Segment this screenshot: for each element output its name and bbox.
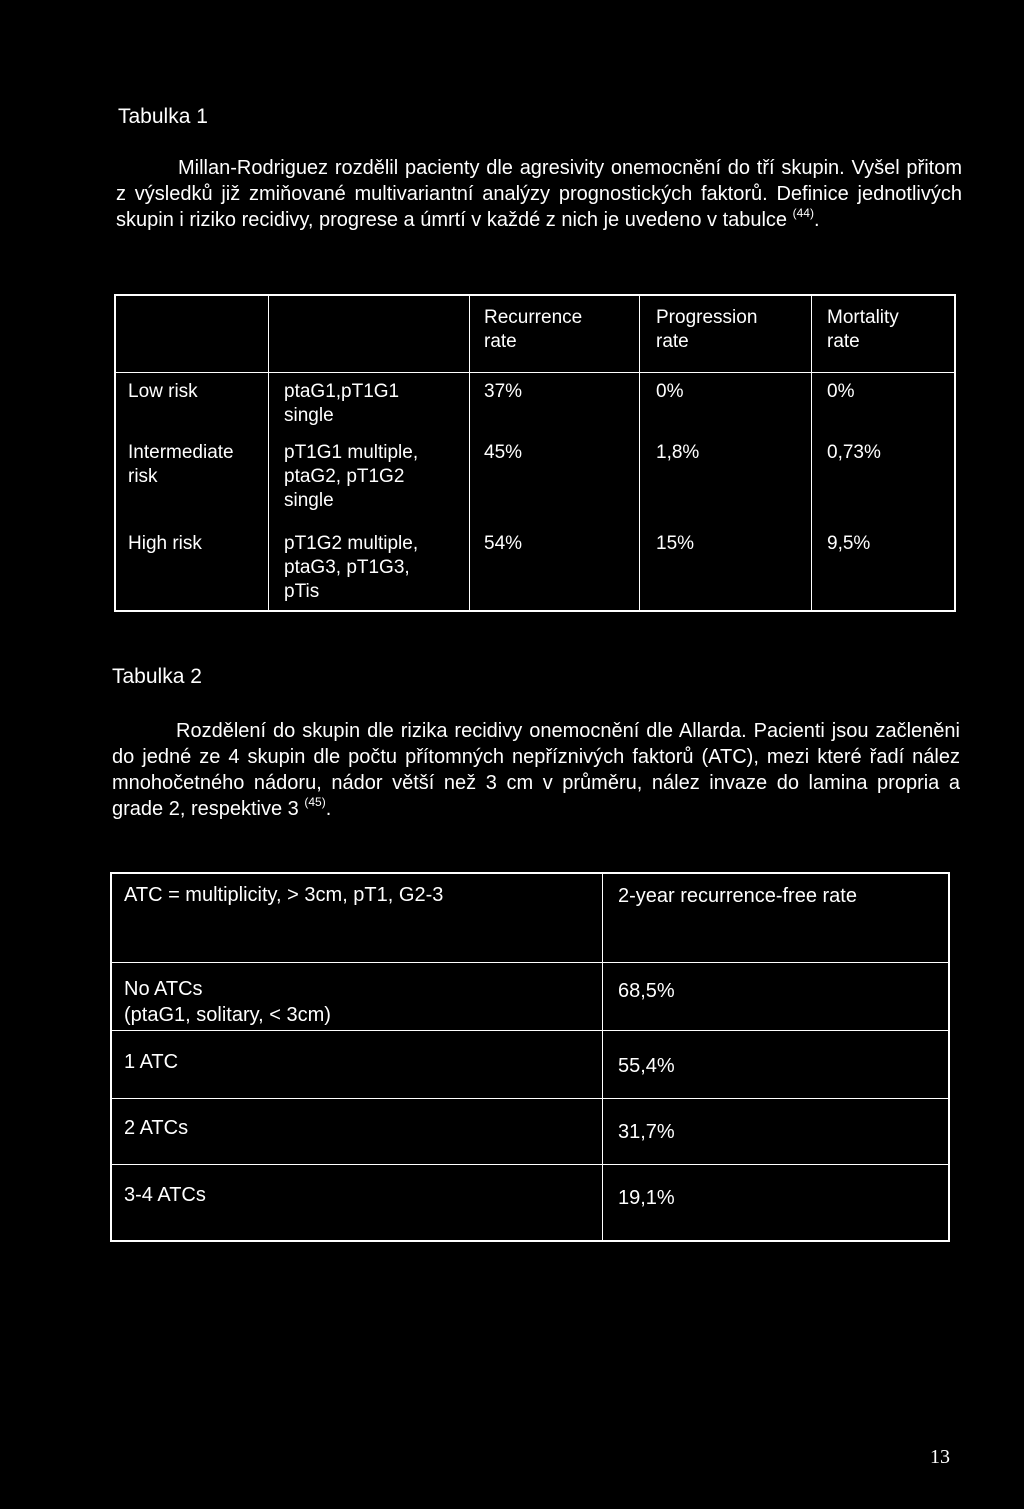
row-intermediate-risk-progression: 1,8%: [656, 442, 700, 463]
table1-caption: Tabulka 1: [118, 105, 208, 128]
row-high-risk-group: High risk: [128, 533, 202, 554]
header-recurrence-free-rate: 2-year recurrence-free rate: [618, 885, 857, 907]
paragraph-2-text: Rozdělení do skupin dle rizika recidivy onemocnění dle Allarda. Pacienti jsou začleněni do jedné ze 4 skupin dle počtu přítomných nepříznivých faktorů (ATC), mezi které řadí nález mnohočetného nádoru, nádor větší než 3 cm v průměru, nález invaze do lamina propria a grade 2, respektive 3: [112, 720, 960, 820]
header-progression-rate: Progression rate: [656, 307, 758, 352]
table2-caption: Tabulka 2: [112, 665, 202, 688]
row-low-risk-progression: 0%: [656, 381, 684, 402]
row-3-4-atcs-value: 19,1%: [618, 1187, 675, 1209]
table1-col-divider: [469, 296, 470, 610]
row-no-atcs-label: No ATCs (ptaG1, solitary, < 3cm): [124, 978, 331, 1026]
row-2-atcs-label: 2 ATCs: [124, 1117, 189, 1139]
row-intermediate-risk-definition: pT1G1 multiple, ptaG2, pT1G2 single: [284, 442, 419, 511]
header-mortality-rate: Mortality rate: [827, 307, 899, 352]
table2-row-divider: [112, 1030, 948, 1031]
row-3-4-atcs-label: 3-4 ATCs: [124, 1184, 206, 1206]
citation-45: (45): [304, 795, 326, 809]
row-high-risk-mortality: 9,5%: [827, 533, 871, 554]
risk-group-table: [114, 294, 956, 612]
table2-row-divider: [112, 1098, 948, 1099]
header-recurrence-rate: Recurrence rate: [484, 307, 583, 352]
citation-44: (44): [792, 206, 814, 220]
row-2-atcs-value: 31,7%: [618, 1121, 675, 1143]
row-intermediate-risk-recurrence: 45%: [484, 442, 523, 463]
table1-col-divider: [811, 296, 812, 610]
table2-row-divider: [112, 962, 948, 963]
row-low-risk-recurrence: 37%: [484, 381, 523, 402]
table1-col-divider: [639, 296, 640, 610]
row-low-risk-definition: ptaG1,pT1G1 single: [284, 381, 400, 426]
page-number: 13: [930, 1446, 950, 1468]
row-1-atc-label: 1 ATC: [124, 1051, 179, 1073]
row-intermediate-risk-mortality: 0,73%: [827, 442, 881, 463]
atc-recurrence-table: [110, 872, 950, 1242]
paragraph-1-period: .: [813, 209, 820, 231]
row-high-risk-progression: 15%: [656, 533, 695, 554]
paragraph-2-period: .: [325, 798, 332, 820]
paragraph-1-text: Millan-Rodriguez rozdělil pacienty dle agresivity onemocnění do tří skupin. Vyšel přitom z výsledků již zmiňované multivariantní analýzy prognostických faktorů. Definice jednotlivých skupin i riziko recidivy, progrese a úmrtí v každé z nich je uvedeno v tabulce: [116, 157, 962, 231]
paragraph-2: [112, 718, 960, 822]
paragraph-1: [116, 155, 962, 233]
row-low-risk-group: Low risk: [128, 381, 198, 402]
header-atc-definition: ATC = multiplicity, > 3cm, pT1, G2-3: [124, 884, 444, 906]
table1-row-divider: [116, 372, 954, 373]
row-intermediate-risk-group: Intermediate risk: [128, 442, 234, 487]
row-no-atcs-value: 68,5%: [618, 980, 675, 1002]
table2-col-divider: [602, 874, 603, 1240]
row-1-atc-value: 55,4%: [618, 1055, 675, 1077]
row-low-risk-mortality: 0%: [827, 381, 855, 402]
table1-col-divider: [268, 296, 269, 610]
table2-row-divider: [112, 1164, 948, 1165]
row-high-risk-definition: pT1G2 multiple, ptaG3, pT1G3, pTis: [284, 533, 419, 602]
row-high-risk-recurrence: 54%: [484, 533, 523, 554]
